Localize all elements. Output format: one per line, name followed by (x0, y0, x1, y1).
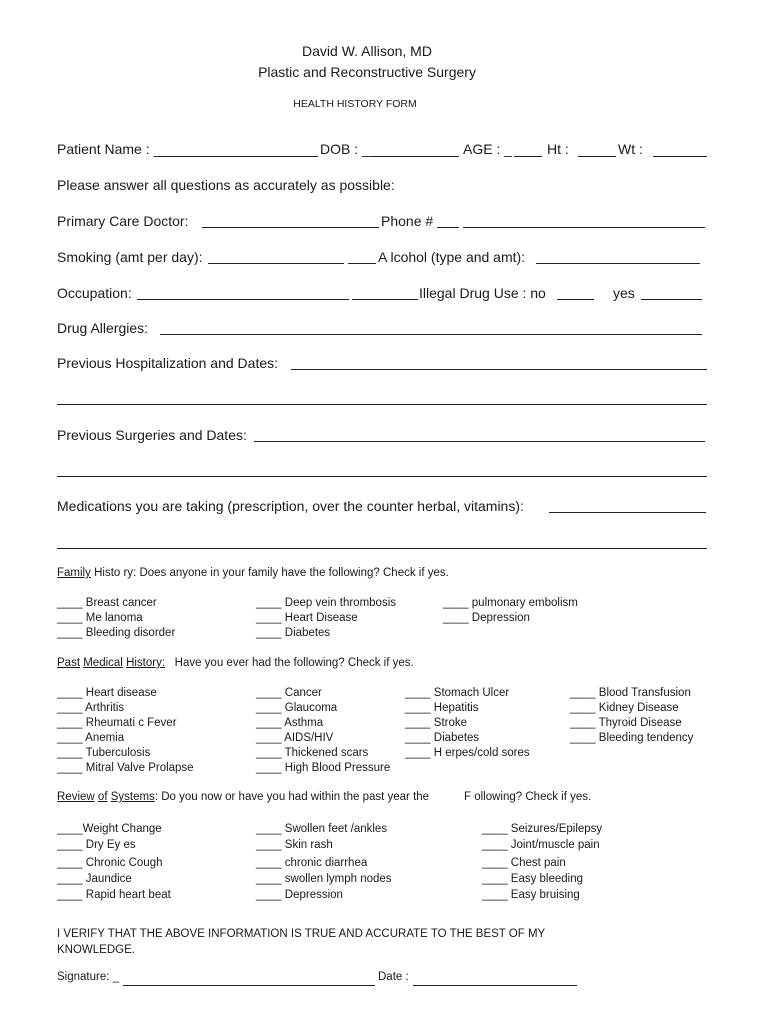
family-item[interactable]: ____ Breast cancer (57, 597, 157, 609)
medical-item[interactable]: ____ Stroke (405, 717, 468, 729)
surgeries-field[interactable] (254, 441, 705, 442)
smoking-label: Smoking (amt per day): (57, 249, 203, 265)
date-field[interactable] (413, 985, 577, 986)
medical-col-2 (256, 686, 390, 776)
primary-care-field[interactable] (202, 227, 379, 228)
hospitalization-field[interactable] (291, 369, 707, 370)
illegal-drug-yes-field[interactable] (641, 299, 702, 300)
review-col-2 (256, 821, 392, 903)
review-item[interactable]: ____ Easy bruising (482, 889, 580, 901)
review-item[interactable]: ____ swollen lymph nodes (256, 873, 392, 885)
review-item[interactable]: ____ Joint/muscle pain (482, 839, 600, 851)
age-label: AGE : _ (463, 141, 513, 157)
surgeries-label: Previous Surgeries and Dates: (57, 427, 247, 443)
medical-item[interactable]: ____ Thickened scars (256, 747, 369, 759)
occupation-field[interactable] (137, 299, 349, 300)
smoking-field[interactable] (208, 263, 344, 264)
medical-item[interactable]: ____ Cancer (256, 687, 322, 699)
height-label: Ht : (547, 141, 569, 157)
family-heading-underlined: Family (57, 567, 91, 579)
signature-field[interactable] (123, 985, 375, 986)
review-heading-u1: Review (57, 791, 95, 803)
patient-name-field[interactable] (158, 156, 318, 157)
review-heading-u3: Systems (110, 791, 155, 803)
medical-item[interactable]: ____ Arthritis (57, 702, 125, 714)
medical-item[interactable]: ____ Stomach Ulcer (405, 687, 510, 699)
alcohol-field[interactable] (536, 263, 700, 264)
review-item[interactable]: ____ Jaundice (57, 873, 132, 885)
medical-item[interactable]: ____ Tuberculosis (57, 747, 151, 759)
medical-heading-u1: Past (57, 657, 81, 669)
illegal-drug-yes-label: yes (613, 285, 635, 301)
illegal-drug-no-field[interactable] (557, 299, 594, 300)
weight-field[interactable] (653, 156, 707, 157)
height-field[interactable] (578, 156, 616, 157)
medications-label: Medications you are taking (prescription, over the counter herbal, vitamins): (57, 498, 524, 514)
medical-item[interactable]: ____ High Blood Pressure (256, 762, 391, 774)
occupation-label: Occupation: (57, 285, 132, 301)
medical-heading-u2: Medical (83, 657, 123, 669)
medical-item[interactable]: ____ H erpes/cold sores (405, 747, 530, 759)
family-item[interactable]: ____ Bleeding disorder (57, 627, 176, 639)
smoking-field-2[interactable] (348, 263, 376, 264)
review-item[interactable]: ____ Skin rash (256, 839, 333, 851)
review-item[interactable]: ____ Chest pain (482, 857, 566, 869)
family-heading-text: Histo ry: Does anyone in your family have the following? Check if yes. (94, 567, 449, 579)
hospitalization-label: Previous Hospitalization and Dates: (57, 355, 279, 371)
medical-item[interactable]: ____ Rheumati c Fever (57, 717, 177, 729)
review-item[interactable]: ____ Depression (256, 889, 343, 901)
drug-allergies-field[interactable] (160, 334, 702, 335)
phone-area-field[interactable] (437, 227, 459, 228)
drug-allergies-label: Drug Allergies: (57, 320, 149, 336)
verification-line-1: I VERIFY THAT THE ABOVE INFORMATION IS TRUE AND ACCURATE TO THE BEST OF MY (57, 928, 546, 940)
dob-label: DOB : _ (320, 141, 370, 157)
family-item[interactable]: ____ Deep vein thrombosis (256, 597, 396, 609)
medical-item[interactable]: ____ Diabetes (405, 732, 480, 744)
phone-field[interactable] (463, 227, 705, 228)
review-item[interactable]: ____ Dry Ey es (57, 839, 136, 851)
family-history-heading (57, 567, 449, 579)
family-col-1 (57, 596, 175, 641)
surgeries-field-2[interactable] (57, 476, 707, 477)
medications-field-2[interactable] (57, 548, 707, 549)
review-systems-heading (57, 791, 429, 803)
occupation-field-2[interactable] (352, 299, 418, 300)
verification-line-2: KNOWLEDGE. (57, 944, 135, 956)
patient-name-label: Patient Name : _ (57, 141, 162, 157)
verification-statement (57, 926, 545, 958)
hospitalization-field-2[interactable] (57, 404, 707, 405)
review-item[interactable]: ____ Rapid heart beat (57, 889, 171, 901)
medical-item[interactable]: ____ Asthma (256, 717, 324, 729)
medications-field[interactable] (549, 512, 706, 513)
signature-label: Signature: _ (57, 971, 120, 983)
medical-item[interactable]: ____ Kidney Disease (570, 702, 679, 714)
instructions: Please answer all questions as accurately as possible: (57, 177, 395, 193)
family-item[interactable]: ____ Me lanoma (57, 612, 143, 624)
medical-item[interactable]: ____ Mitral Valve Prolapse (57, 762, 194, 774)
medical-item[interactable]: ____ Thyroid Disease (570, 717, 682, 729)
medical-col-1 (57, 686, 194, 776)
medical-item[interactable]: ____ Heart disease (57, 687, 157, 699)
medical-item[interactable]: ____ Anemia (57, 732, 125, 744)
medical-item[interactable]: ____ Glaucoma (256, 702, 338, 714)
review-heading-u2: of (97, 791, 108, 803)
review-heading-tail: F ollowing? Check if yes. (464, 791, 592, 803)
date-label: Date : (378, 971, 409, 983)
dob-field[interactable] (370, 156, 459, 157)
review-heading-text: : Do you now or have you had within the past year the (154, 791, 430, 803)
medical-item[interactable]: ____ AIDS/HIV (256, 732, 334, 744)
primary-care-label: Primary Care Doctor: (57, 213, 189, 229)
review-item[interactable]: ____ Swollen feet /ankles (256, 823, 388, 835)
medical-heading-u3: History: (126, 657, 166, 669)
review-item[interactable]: ____ Easy bleeding (482, 873, 584, 885)
medical-heading-text: Have you ever had the following? Check if yes. (174, 657, 414, 669)
family-item[interactable]: ____ Diabetes (256, 627, 331, 639)
medical-item[interactable]: ____ Bleeding tendency (570, 732, 694, 744)
specialty: Plastic and Reconstructive Surgery (258, 64, 476, 80)
review-item[interactable]: ____ Seizures/Epilepsy (482, 823, 603, 835)
alcohol-label: A lcohol (type and amt): (378, 249, 526, 265)
doctor-name: David W. Allison, MD (302, 43, 432, 59)
medical-item[interactable]: ____ Blood Transfusion (570, 687, 691, 699)
review-item[interactable]: ____ Chronic Cough (57, 857, 163, 869)
medical-col-4 (570, 686, 693, 746)
family-col-3 (443, 596, 578, 626)
weight-label: Wt : (618, 141, 643, 157)
age-field[interactable] (514, 156, 542, 157)
medical-col-3 (405, 686, 530, 761)
family-item[interactable]: ____ Depression (443, 612, 530, 624)
review-item[interactable]: ____Weight Change (57, 823, 162, 835)
form-title: HEALTH HISTORY FORM (293, 98, 417, 110)
review-col-1 (57, 821, 171, 903)
family-item[interactable]: ____ Heart Disease (256, 612, 358, 624)
review-col-3 (482, 821, 602, 903)
family-col-2 (256, 596, 396, 641)
family-item[interactable]: ____ pulmonary embolism (443, 597, 578, 609)
review-item[interactable]: ____ chronic diarrhea (256, 857, 368, 869)
illegal-drug-label: Illegal Drug Use : no (419, 285, 546, 301)
medical-item[interactable]: ____ Hepatitis (405, 702, 479, 714)
phone-label: Phone # (381, 213, 434, 229)
medical-history-heading (57, 657, 414, 669)
